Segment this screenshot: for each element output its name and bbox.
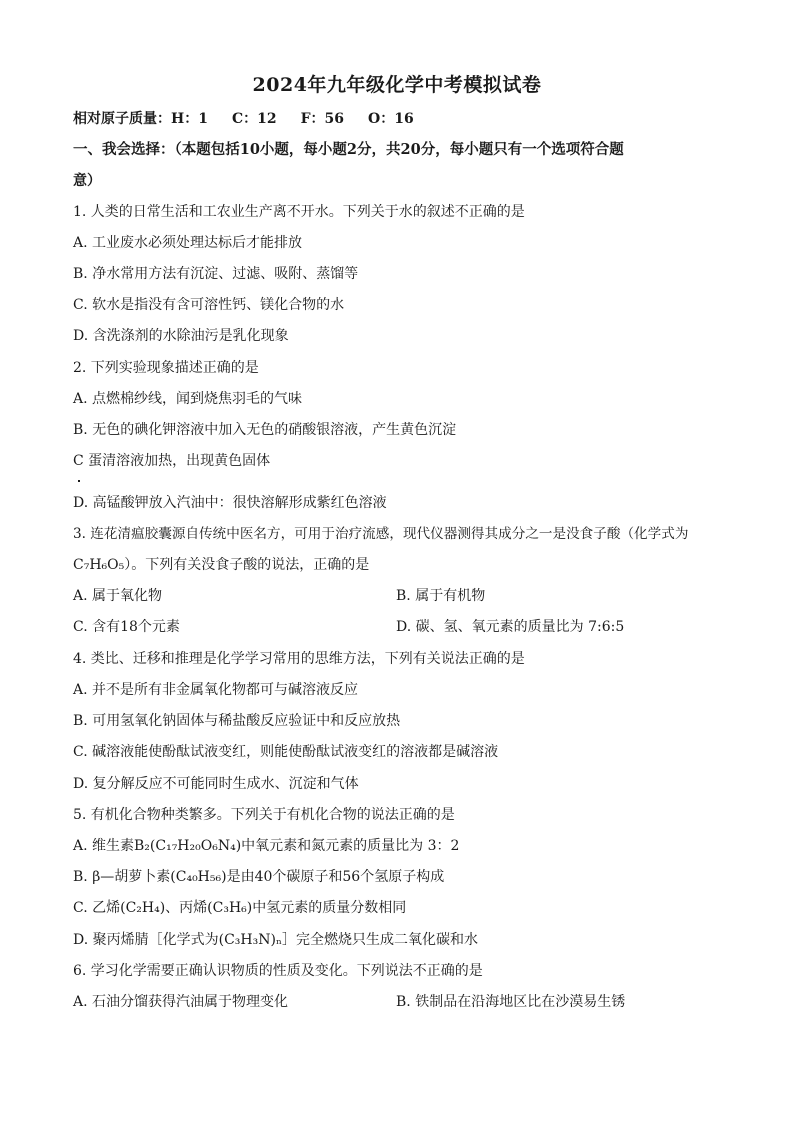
question-5-option-c[interactable]: C. 乙烯(C₂H₄)、丙烯(C₃H₆)中氢元素的质量分数相同 — [73, 900, 407, 916]
question-3-option-a[interactable]: A. 属于氧化物 — [73, 588, 163, 604]
atomic-mass-line — [73, 109, 414, 129]
question-4-option-c[interactable]: C. 碱溶液能使酚酞试液变红，则能使酚酞试液变红的溶液都是碱溶液 — [73, 744, 499, 760]
question-2-stem: 2. 下列实验现象描述正确的是 — [73, 360, 259, 376]
atomic-mass-f: F：56 — [300, 111, 345, 127]
question-3-stem-rest: ）。下列有关没食子酸的说法，正确的是 — [124, 557, 370, 573]
question-1-option-b[interactable]: B. 净水常用方法有沉淀、过滤、吸附、蒸馏等 — [73, 266, 359, 282]
question-2-option-c[interactable]: C 蛋清溶液加热，出现黄色固体 — [73, 453, 271, 469]
question-2-option-b[interactable]: B. 无色的碘化钾溶液中加入无色的硝酸银溶液，产生黄色沉淀 — [73, 422, 457, 438]
question-3-option-c[interactable]: C. 含有18个元素 — [73, 619, 180, 635]
question-4-option-d[interactable]: D. 复分解反应不可能同时生成水、沉淀和气体 — [73, 776, 359, 792]
question-1-option-d[interactable]: D. 含洗涤剂的水除油污是乳化现象 — [73, 328, 289, 344]
question-2-option-d[interactable]: D. 高锰酸钾放入汽油中：很快溶解形成紫红色溶液 — [73, 495, 387, 511]
question-1-option-a[interactable]: A. 工业废水必须处理达标后才能排放 — [73, 235, 303, 251]
question-1-option-c[interactable]: C. 软水是指没有含可溶性钙、镁化合物的水 — [73, 297, 345, 313]
question-4-option-a[interactable]: A. 并不是所有非金属氧化物都可与碱溶液反应 — [73, 682, 359, 698]
section-heading-cont: 意） — [73, 173, 101, 189]
question-3-stem: 3. 连花清瘟胶囊源自传统中医名方，可用于治疗流感，现代仪器测得其成分之一是没食子酸（化学式为 — [73, 526, 689, 542]
question-2-option-a[interactable]: A. 点燃棉纱线，闻到烧焦羽毛的气味 — [73, 391, 303, 407]
stray-dot — [78, 480, 80, 482]
formula-gallic-acid: C₇H₆O₅ — [73, 557, 125, 573]
question-4-stem: 4. 类比、迁移和推理是化学学习常用的思维方法，下列有关说法正确的是 — [73, 651, 525, 667]
question-6-stem: 6. 学习化学需要正确认识物质的性质及变化。下列说法不正确的是 — [73, 963, 483, 979]
question-3-option-b[interactable]: B. 属于有机物 — [396, 588, 486, 604]
section-heading: 一、我会选择：（本题包括10小题，每小题2分，共20分，每小题只有一个选项符合题 — [73, 141, 624, 158]
atomic-mass-o: O：16 — [368, 111, 414, 127]
question-6-option-a[interactable]: A. 石油分馏获得汽油属于物理变化 — [73, 994, 289, 1010]
question-1-stem: 1. 人类的日常生活和工农业生产离不开水。下列关于水的叙述不正确的是 — [73, 204, 525, 220]
question-5-option-b[interactable]: B. β—胡萝卜素(C₄₀H₅₆)是由40个碳原子和56个氢原子构成 — [73, 869, 445, 885]
atomic-mass-c: C：12 — [231, 111, 277, 127]
question-5-option-a[interactable]: A. 维生素B₂(C₁₇H₂₀O₆N₄)中氧元素和氮元素的质量比为 3：2 — [73, 838, 460, 854]
question-6-option-b[interactable]: B. 铁制品在沿海地区比在沙漠易生锈 — [396, 994, 626, 1010]
atomic-mass-h: H：1 — [171, 111, 208, 127]
page-title: 2024年九年级化学中考模拟试卷 — [252, 74, 542, 96]
question-3-option-d[interactable]: D. 碳、氢、氧元素的质量比为 7:6:5 — [396, 619, 625, 635]
question-5-option-d[interactable]: D. 聚丙烯腈［化学式为(C₃H₃N)ₙ］完全燃烧只生成二氧化碳和水 — [73, 932, 479, 948]
atomic-mass-label: 相对原子质量： — [73, 111, 171, 127]
question-4-option-b[interactable]: B. 可用氢氧化钠固体与稀盐酸反应验证中和反应放热 — [73, 713, 401, 729]
question-3-stem-cont — [73, 555, 369, 575]
question-5-stem: 5. 有机化合物种类繁多。下列关于有机化合物的说法正确的是 — [73, 807, 455, 823]
